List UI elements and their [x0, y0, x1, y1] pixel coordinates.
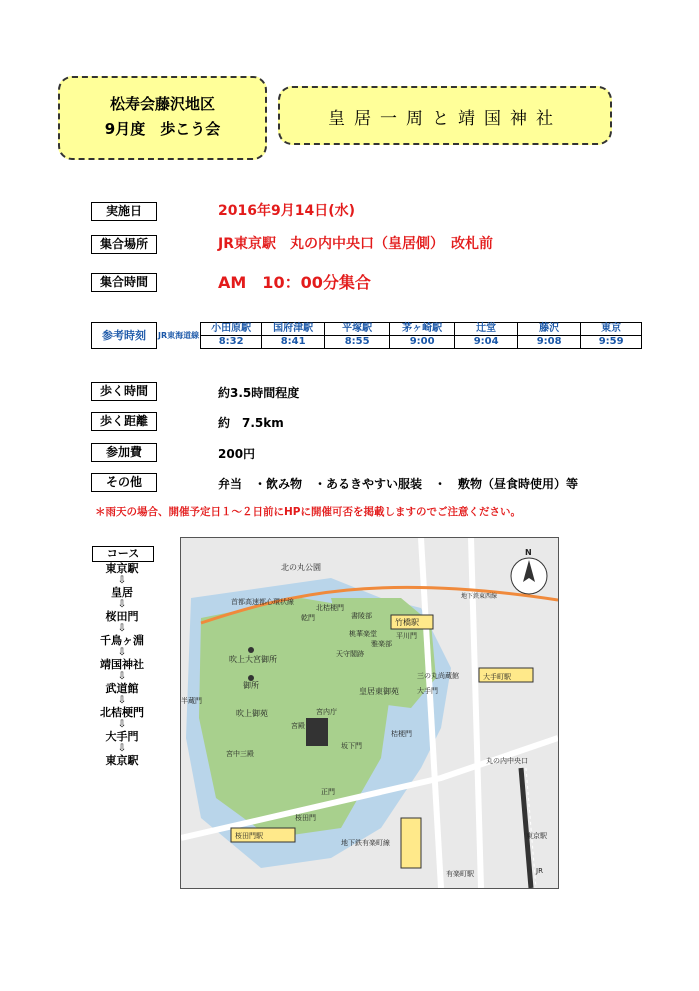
map-label: 首都高速都心環状線	[231, 598, 294, 606]
map-label: 桃華楽堂	[349, 630, 377, 638]
event-month: 9月度 歩こう会	[104, 120, 221, 138]
station-time: 8:41	[262, 336, 325, 349]
reference-label: 参考時刻	[92, 323, 157, 349]
station-name: 辻堂	[455, 323, 518, 336]
down-arrow-icon: ⇩	[117, 623, 127, 634]
map-label: 竹橋駅	[395, 618, 419, 627]
down-arrow-icon: ⇩	[117, 719, 127, 730]
station-time: 9:59	[581, 336, 642, 349]
map-label: 坂下門	[341, 742, 362, 750]
course-stop: 大手門	[105, 730, 139, 743]
map-label: 半蔵門	[181, 697, 202, 705]
map-label: 宮内庁	[316, 708, 337, 716]
station-time: 9:00	[390, 336, 455, 349]
map-label: 雅楽部	[371, 640, 392, 648]
map-label: 書陵部	[351, 612, 372, 620]
map-label: JR	[536, 867, 543, 875]
station-time: 8:32	[201, 336, 262, 349]
map-label: 地下鉄東西線	[461, 593, 498, 600]
walk-time-label: 歩く時間	[91, 382, 157, 401]
map-label: N	[525, 548, 532, 557]
other-label: その他	[91, 473, 157, 492]
course-stop: 北桔梗門	[100, 706, 144, 719]
map-label: 御所	[243, 681, 259, 690]
map-label: 大手町駅	[483, 673, 511, 681]
down-arrow-icon: ⇩	[117, 599, 127, 610]
date-value: 2016年9月14日(水)	[218, 203, 355, 219]
organization-box	[58, 76, 267, 160]
map-label: 天守閣跡	[336, 650, 364, 658]
down-arrow-icon: ⇩	[117, 743, 127, 754]
station-name: 国府津駅	[262, 323, 325, 336]
organization-name: 松寿会藤沢地区	[109, 95, 215, 113]
map-label: 地下鉄有楽町線	[341, 839, 390, 847]
course-stop: 武道館	[105, 682, 139, 695]
imperial-palace-map	[180, 537, 559, 889]
other-value: 弁当 ・飲み物 ・あるきやすい服装 ・ 敷物（昼食時使用）等	[218, 477, 579, 491]
map-label: 丸の内中央口	[486, 757, 528, 765]
station-name: 平塚駅	[325, 323, 390, 336]
page-title: 皇居一周と靖国神社	[328, 109, 562, 129]
palace-building	[306, 718, 328, 746]
station-time: 8:55	[325, 336, 390, 349]
meeting-time-value: AM 10：00分集合	[218, 273, 371, 292]
map-label: 平川門	[396, 632, 417, 640]
rain-note: ＊雨天の場合、開催予定日１～２日前にHPに開催可否を掲載しますのでご注意ください。	[95, 506, 521, 518]
meeting-place-label: 集合場所	[91, 235, 157, 254]
map-label: 宮殿	[291, 722, 305, 730]
course-label: コース	[92, 546, 154, 562]
distance-value: 約 7.5km	[218, 416, 284, 430]
map-label: 桜田門	[295, 814, 316, 822]
station-time: 9:08	[518, 336, 581, 349]
reference-line: JR東海道線	[158, 330, 200, 340]
fee-value: 200円	[218, 447, 256, 461]
course-list	[86, 546, 166, 768]
map-label: 大手門	[417, 687, 438, 695]
course-stop: 東京駅	[105, 754, 139, 767]
date-label: 実施日	[91, 202, 157, 221]
course-stop: 東京駅	[105, 562, 139, 575]
meeting-place-value: JR東京駅 丸の内中央口（皇居側） 改札前	[218, 236, 493, 252]
map-label: 吹上御苑	[236, 709, 268, 718]
map-label: 乾門	[301, 614, 315, 622]
course-stop: 桜田門	[105, 610, 139, 623]
map-label: 三の丸尚蔵館	[417, 672, 459, 680]
map-label: 宮中三殿	[226, 750, 254, 758]
reference-times-table	[91, 322, 642, 349]
station-name: 藤沢	[518, 323, 581, 336]
map-label: 桜田門駅	[235, 832, 263, 840]
course-stop: 靖国神社	[100, 658, 144, 671]
station-name: 小田原駅	[201, 323, 262, 336]
map-label: 北桔梗門	[316, 604, 344, 612]
title-box	[278, 86, 612, 145]
course-stop: 皇居	[111, 586, 133, 599]
map-label: 桔梗門	[391, 730, 412, 738]
station-time: 9:04	[455, 336, 518, 349]
map-label: 北の丸公園	[281, 563, 321, 572]
down-arrow-icon: ⇩	[117, 671, 127, 682]
down-arrow-icon: ⇩	[117, 647, 127, 658]
map-label: 吹上大宮御所	[229, 655, 277, 664]
map-label: 有楽町駅	[446, 870, 474, 878]
course-stop: 千鳥ヶ淵	[100, 634, 144, 647]
meeting-time-label: 集合時間	[91, 273, 157, 292]
fee-label: 参加費	[91, 443, 157, 462]
map-label: 正門	[321, 788, 335, 796]
walk-time-value: 約3.5時間程度	[218, 386, 300, 400]
station-name: 東京	[581, 323, 642, 336]
station-name: 茅ヶ崎駅	[390, 323, 455, 336]
down-arrow-icon: ⇩	[117, 575, 127, 586]
down-arrow-icon: ⇩	[117, 695, 127, 706]
distance-label: 歩く距離	[91, 412, 157, 431]
map-label: 皇居東御苑	[359, 687, 399, 696]
map-label: 東京駅	[526, 832, 547, 840]
hibiya-station-box	[401, 818, 421, 868]
